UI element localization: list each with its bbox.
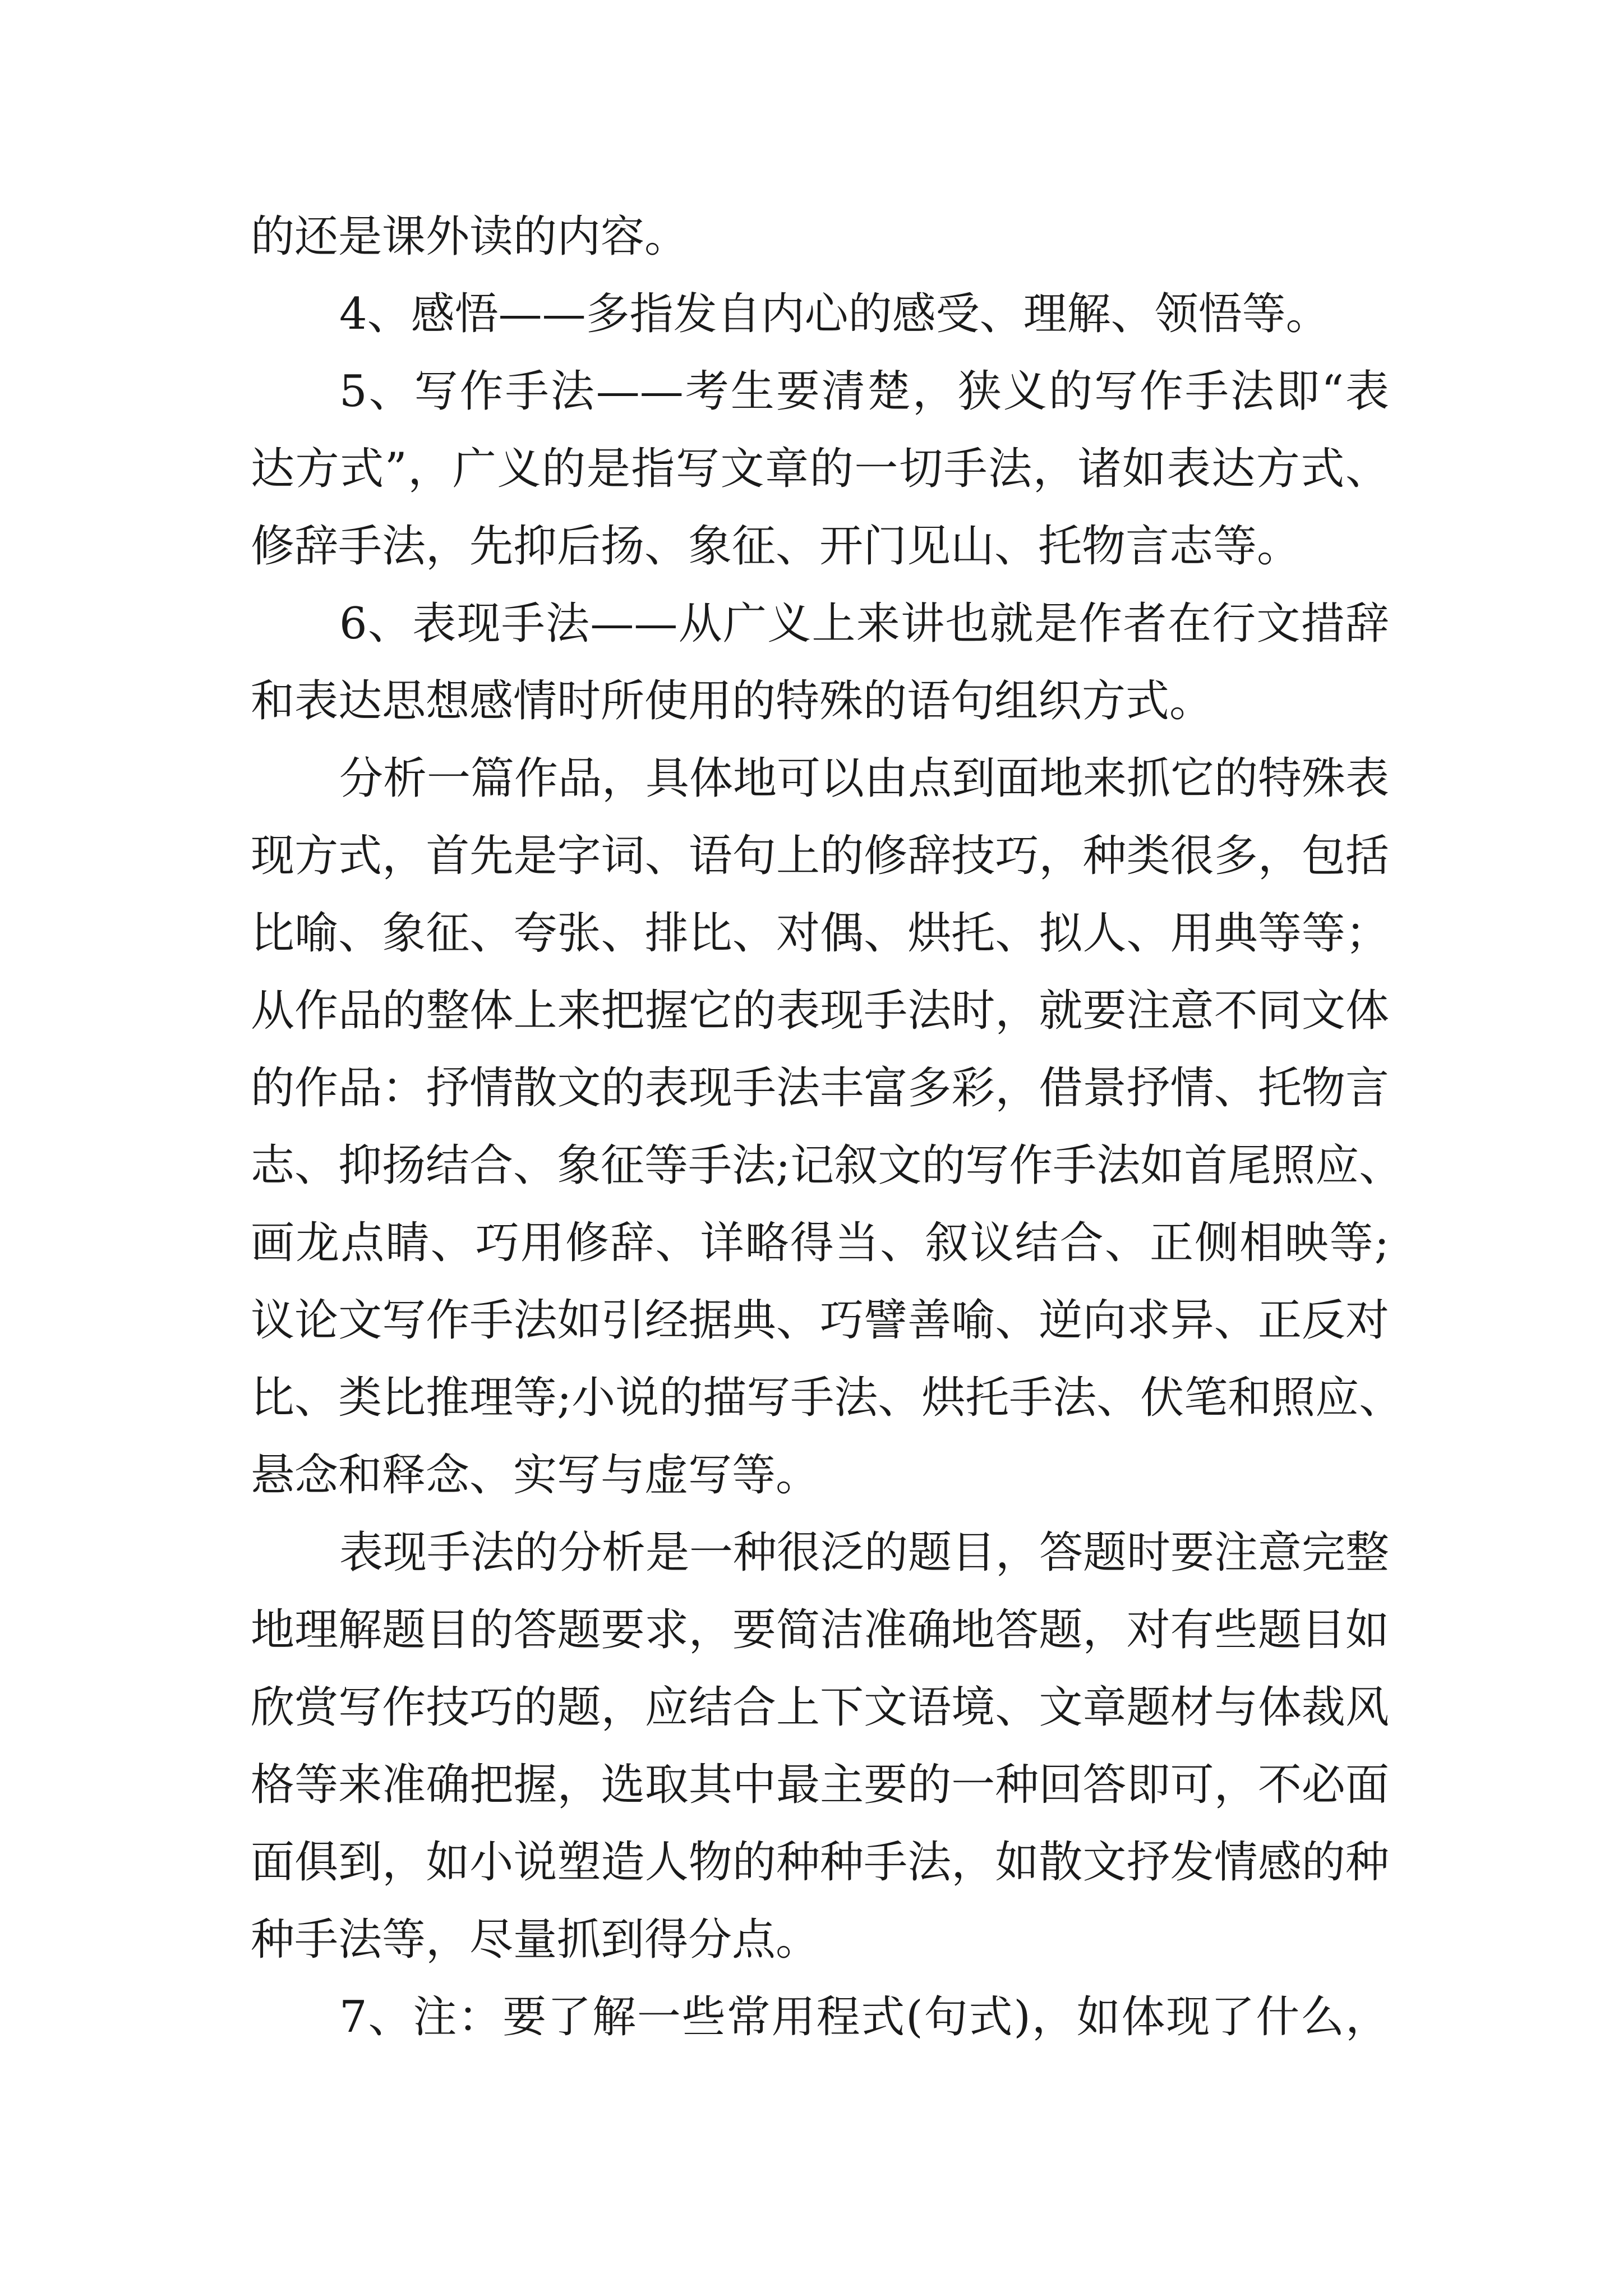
text-line: 的还是课外读的内容。 bbox=[251, 211, 689, 262]
text-line: 和表达思想感情时所使用的特殊的语句组织方式。 bbox=[251, 676, 1214, 726]
paragraph bbox=[251, 1978, 1389, 2056]
text-line: 地理解题目的答题要求，要简洁准确地答题，对有些题目如 bbox=[251, 1605, 1389, 1655]
text-line: 分析一篇作品，具体地可以由点到面地来抓它的特殊表 bbox=[339, 753, 1390, 804]
text-line: 议论文写作手法如引经据典、巧譬善喻、逆向求异、正反对 bbox=[251, 1295, 1389, 1346]
paragraph bbox=[251, 353, 1389, 585]
text-line: 从作品的整体上来把握它的表现手法时，就要注意不同文体 bbox=[251, 986, 1389, 1036]
paragraph bbox=[251, 198, 1389, 275]
text-line: 欣赏写作技巧的题，应结合上下文语境、文章题材与体裁风 bbox=[251, 1682, 1389, 1733]
text-line: 悬念和释念、实写与虚写等。 bbox=[251, 1450, 820, 1501]
text-line: 达方式”，广义的是指写文章的一切手法，诸如表达方式、 bbox=[251, 444, 1389, 494]
text-line: 比、类比推理等;小说的描写手法、烘托手法、伏笔和照应、 bbox=[251, 1373, 1403, 1423]
text-line: 现方式，首先是字词、语句上的修辞技巧，种类很多，包括 bbox=[251, 831, 1389, 881]
text-line: 志、抑扬结合、象征等手法;记叙文的写作手法如首尾照应、 bbox=[251, 1140, 1403, 1191]
text-line: 修辞手法，先抑后扬、象征、开门见山、托物言志等。 bbox=[251, 521, 1301, 572]
text-line: 比喻、象征、夸张、排比、对偶、烘托、拟人、用典等等； bbox=[251, 908, 1389, 959]
text-line: 7、注：要了解一些常用程式(句式)，如体现了什么， bbox=[339, 1992, 1389, 2042]
text-line: 6、表现手法——从广义上来讲也就是作者在行文措辞 bbox=[339, 599, 1389, 649]
text-line: 面俱到，如小说塑造人物的种种手法，如散文抒发情感的种 bbox=[251, 1837, 1389, 1888]
text-line: 画龙点睛、巧用修辞、详略得当、叙议结合、正侧相映等; bbox=[251, 1218, 1389, 1268]
document-body bbox=[251, 198, 1403, 2056]
text-line: 5、写作手法——考生要清楚，狭义的写作手法即“表 bbox=[339, 366, 1389, 417]
text-line: 表现手法的分析是一种很泛的题目，答题时要注意完整 bbox=[339, 1527, 1390, 1578]
text-line: 的作品：抒情散文的表现手法丰富多彩，借景抒情、托物言 bbox=[251, 1063, 1389, 1114]
paragraph bbox=[251, 1514, 1389, 1978]
text-line: 种手法等，尽量抓到得分点。 bbox=[251, 1915, 820, 1965]
paragraph bbox=[251, 740, 1403, 1514]
text-line: 4、感悟——多指发自内心的感受、理解、领悟等。 bbox=[339, 289, 1330, 339]
paragraph bbox=[251, 585, 1389, 740]
paragraph bbox=[251, 275, 1389, 353]
text-line: 格等来准确把握，选取其中最主要的一种回答即可，不必面 bbox=[251, 1760, 1389, 1810]
